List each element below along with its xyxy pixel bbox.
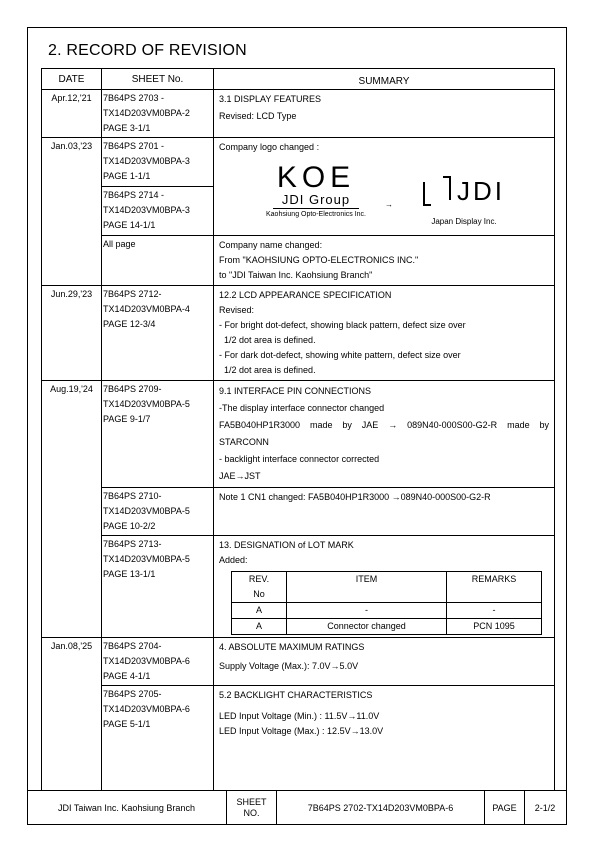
table-row — [42, 638, 555, 686]
date-cell: Aug.19,'24 — [42, 381, 102, 638]
lot-header-item: ITEM — [287, 572, 447, 603]
summary-cell — [214, 686, 555, 791]
lot-cell: A — [232, 603, 287, 619]
summary-line: LED Input Voltage (Min.) : 11.5V→11.0V — [219, 711, 380, 721]
jdi-logo-text: JDI — [457, 175, 505, 206]
header-sheet: SHEET No. — [102, 69, 214, 90]
summary-line: 12.2 LCD APPEARANCE SPECIFICATION — [219, 290, 392, 300]
footer-company: JDI Taiwan Inc. Kaohsiung Branch — [27, 791, 227, 825]
koe-logo-text: KOE — [276, 161, 356, 194]
header-date: DATE — [42, 69, 102, 90]
lot-cell: - — [287, 603, 447, 619]
footer-page-value: 2-1/2 — [534, 802, 556, 813]
sheet-cell: 7B64PS 2703 - TX14D203VM0BPA-2 PAGE 3-1/1 — [102, 90, 214, 138]
table-row — [42, 381, 555, 488]
jdi-logo — [414, 171, 514, 227]
footer-sheet-no-label — [227, 791, 277, 825]
date-cell: Apr.12,'21 — [42, 90, 102, 138]
page-footer — [27, 790, 567, 825]
sheet-cell: 7B64PS 2705- TX14D203VM0BPA-6 PAGE 5-1/1 — [102, 686, 214, 791]
lot-table-row — [232, 603, 542, 619]
date-cell: Jun.29,'23 — [42, 286, 102, 381]
lot-header-rev-line2: No — [253, 589, 265, 599]
footer-doc-number: 7B64PS 2702-TX14D203VM0BPA-6 — [277, 791, 485, 825]
summary-line: Revised: LCD Type — [219, 111, 297, 121]
lot-table-header-row — [232, 572, 542, 603]
koe-logo — [241, 163, 391, 219]
summary-line: - For dark dot-defect, showing white pattern, defect size over — [219, 350, 461, 360]
summary-line: Note 1 CN1 changed: FA5B040HP1R3000 →089N40-000S00-G2-R — [219, 492, 491, 502]
date-cell: Jan.08,'25 — [42, 638, 102, 791]
footer-sheet-label-line1: SHEET — [236, 797, 267, 807]
sheet-cell: 7B64PS 2713- TX14D203VM0BPA-5 PAGE 13-1/1 — [102, 536, 214, 638]
table-row — [42, 536, 555, 638]
sheet-cell: 7B64PS 2709- TX14D203VM0BPA-5 PAGE 9-1/7 — [102, 381, 214, 488]
revision-table — [41, 68, 555, 791]
lot-header-rev — [232, 572, 287, 603]
lot-mark-table — [231, 571, 542, 635]
lot-cell: A — [232, 619, 287, 635]
summary-line: - For bright dot-defect, showing black pattern, defect size over — [219, 320, 466, 330]
summary-line: 4. ABSOLUTE MAXIMUM RATINGS — [219, 642, 365, 652]
lot-header-remarks: REMARKS — [447, 572, 542, 603]
logo-change-figure — [219, 155, 549, 233]
summary-cell — [214, 236, 555, 286]
summary-line: 1/2 dot area is defined. — [224, 365, 316, 375]
summary-cell — [214, 381, 555, 488]
koe-logo-subtext: JDI Group — [281, 192, 351, 207]
sheet-cell: All page — [102, 236, 214, 286]
summary-line: 3.1 DISPLAY FEATURES — [219, 94, 322, 104]
summary-line: 1/2 dot area is defined. — [224, 335, 316, 345]
lot-cell: PCN 1095 — [447, 619, 542, 635]
summary-cell — [214, 138, 555, 236]
table-row — [42, 236, 555, 286]
summary-cell — [214, 638, 555, 686]
jdi-logo-caption: Japan Display Inc. — [431, 217, 497, 226]
summary-line: Added: — [219, 555, 248, 565]
summary-cell — [214, 488, 555, 536]
summary-line: Company logo changed : — [219, 142, 320, 152]
table-header-row — [42, 69, 555, 90]
summary-line: -The display interface connector changed — [219, 403, 385, 413]
summary-cell — [214, 90, 555, 138]
summary-line: STARCONN — [219, 437, 269, 447]
koe-logo-caption: Kaohsiung Opto-Electronics Inc. — [266, 211, 366, 218]
sheet-cell: 7B64PS 2704- TX14D203VM0BPA-6 PAGE 4-1/1 — [102, 638, 214, 686]
sheet-cell: 7B64PS 2714 - TX14D203VM0BPA-3 PAGE 14-1/1 — [102, 187, 214, 236]
summary-cell — [214, 286, 555, 381]
summary-line: JAE→JST — [219, 471, 261, 481]
summary-line: to "JDI Taiwan Inc. Kaohsiung Branch" — [219, 270, 373, 280]
footer-page-label: PAGE — [485, 791, 525, 825]
date-cell: Jan.03,'23 — [42, 138, 102, 286]
sheet-cell: 7B64PS 2701 - TX14D203VM0BPA-3 PAGE 1-1/1 — [102, 138, 214, 187]
right-arrow-icon: → — [385, 200, 393, 209]
lot-cell: Connector changed — [287, 619, 447, 635]
lot-cell: - — [447, 603, 542, 619]
summary-line: LED Input Voltage (Max.) : 12.5V→13.0V — [219, 726, 384, 736]
summary-line: 5.2 BACKLIGHT CHARACTERISTICS — [219, 690, 373, 700]
koe-logo-divider — [273, 208, 359, 209]
sheet-cell: 7B64PS 2710- TX14D203VM0BPA-5 PAGE 10-2/2 — [102, 488, 214, 536]
summary-line: 9.1 INTERFACE PIN CONNECTIONS — [219, 386, 372, 396]
sheet-cell: 7B64PS 2712- TX14D203VM0BPA-4 PAGE 12-3/4 — [102, 286, 214, 381]
summary-line: Revised: — [219, 305, 255, 315]
table-row — [42, 686, 555, 791]
summary-line: Supply Voltage (Max.): 7.0V→5.0V — [219, 661, 359, 671]
summary-line: FA5B040HP1R3000 made by JAE → 089N40-000S00-G2-R made by — [219, 420, 549, 430]
table-row — [42, 286, 555, 381]
footer-sheet-label-line2: NO. — [243, 808, 260, 818]
lot-header-rev-line1: REV. — [248, 574, 270, 584]
summary-line: - backlight interface connector corrected — [219, 454, 380, 464]
summary-line: Company name changed: — [219, 240, 323, 250]
table-row — [42, 90, 555, 138]
table-row — [42, 138, 555, 187]
summary-line: From "KAOHSIUNG OPTO-ELECTRONICS INC." — [219, 255, 419, 265]
header-summary: SUMMARY — [214, 69, 555, 90]
summary-line: 13. DESIGNATION of LOT MARK — [219, 540, 354, 550]
page-title: 2. RECORD OF REVISION — [48, 42, 247, 59]
summary-cell — [214, 536, 555, 638]
table-row — [42, 488, 555, 536]
jdi-mark-icon — [423, 176, 451, 206]
lot-table-row — [232, 619, 542, 635]
